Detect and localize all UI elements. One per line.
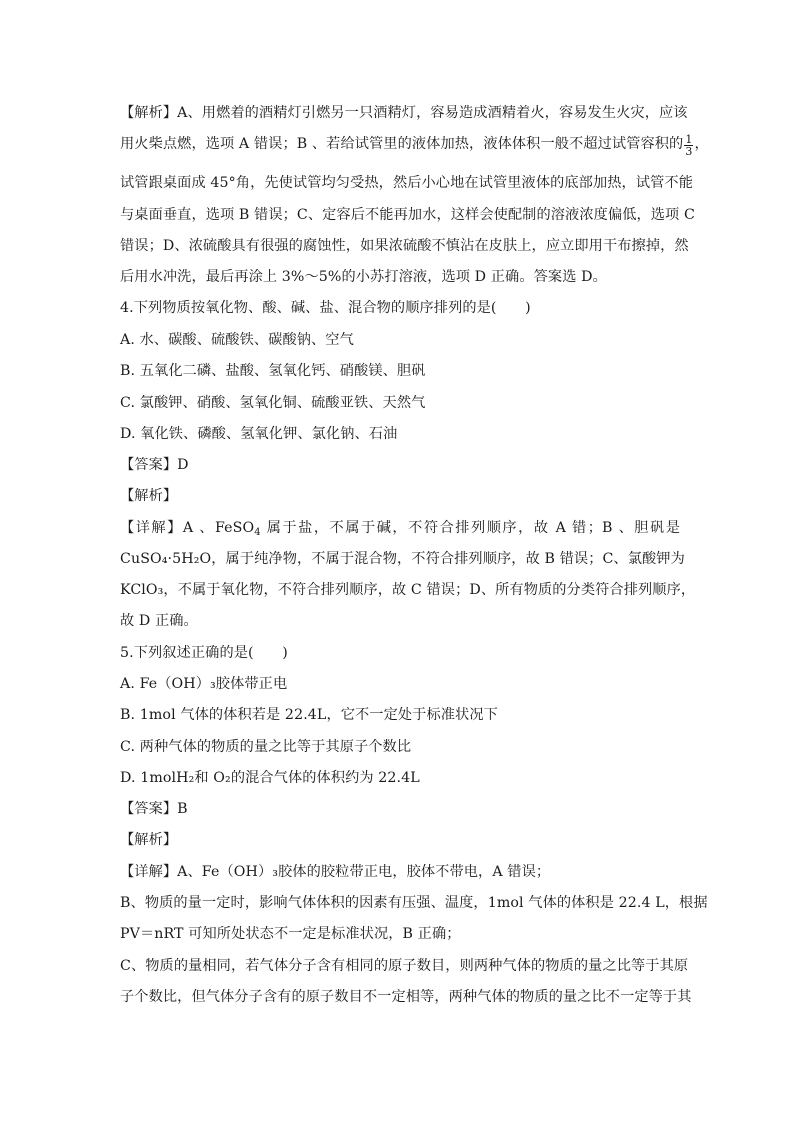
fraction-denominator: 3 — [685, 145, 693, 158]
fraction-numerator: 1 — [685, 133, 693, 146]
q4-detail-line-1 — [120, 518, 680, 538]
q4-option-d: D. 氧化铁、磷酸、氢氧化钾、氯化钠、石油 — [120, 426, 398, 442]
q3-analysis-line-3: 试管跟桌面成 45°角，先使试管均匀受热，然后小心地在试管里液体的底部加热，试管不能 — [120, 175, 693, 191]
q3-analysis-line-6: 后用水冲洗，最后再涂上 3%～5%的小苏打溶液，选项 D 正确。答案选 D。 — [120, 269, 607, 285]
q4-analysis-heading: 【解析】 — [120, 488, 178, 504]
fraction-one-third — [684, 134, 693, 157]
q4-option-b: B. 五氧化二磷、盐酸、氢氧化钙、硝酸镁、胆矾 — [120, 363, 426, 379]
q4-option-c: C. 氯酸钾、硝酸、氢氧化铜、硫酸亚铁、天然气 — [120, 395, 426, 411]
q4-answer: 【答案】D — [120, 457, 189, 473]
q5-analysis-heading: 【解析】 — [120, 832, 178, 848]
q4-detail-line-2: CuSO₄·5H₂O，属于纯净物，不属于混合物，不符合排列顺序，故 B 错误；C、氯酸钾为 — [120, 551, 685, 567]
q5-detail-line-5: 子个数比，但气体分子含有的原子数目不一定相等，两种气体的物质的量之比不一定等于其 — [120, 989, 692, 1005]
q5-option-a: A. Fe（OH）₃胶体带正电 — [120, 676, 288, 692]
q4-detail-line-3: KClO₃，不属于氧化物，不符合排列顺序，故 C 错误；D、所有物质的分类符合排列顺序， — [120, 582, 696, 598]
q5-detail-line-1: 【详解】A、Fe（OH）₃胶体的胶粒带正电，胶体不带电，A 错误； — [120, 864, 551, 880]
q5-option-b: B. 1mol 气体的体积若是 22.4L，它不一定处于标准状况下 — [120, 707, 498, 723]
q5-stem: 5.下列叙述正确的是( ) — [120, 645, 288, 661]
q3-analysis-line-2-end: ， — [694, 136, 709, 152]
q3-analysis-line-2-text: 用火柴点燃，选项 A 错误；B 、若给试管里的液体加热，液体体积一般不超过试管容积的 — [120, 136, 684, 152]
q5-detail-line-4: C、物质的量相同，若气体分子含有相同的原子数目，则两种气体的物质的量之比等于其原 — [120, 958, 689, 974]
q4-detail-line-1-start: 【详解】A 、FeSO — [120, 520, 255, 536]
q4-stem: 4.下列物质按氧化物、酸、碱、盐、混合物的顺序排列的是( ) — [120, 300, 531, 316]
q3-analysis-line-2 — [120, 133, 709, 158]
q4-detail-line-4: 故 D 正确。 — [120, 613, 198, 629]
q3-analysis-line-4: 与桌面垂直，选项 B 错误；C、定容后不能再加水，这样会使配制的溶液浓度偏低，选项 C — [120, 207, 695, 223]
q4-option-a: A. 水、碳酸、硫酸铁、碳酸钠、空气 — [120, 332, 354, 348]
q3-analysis-line-1: 【解析】A、用燃着的酒精灯引燃另一只酒精灯，容易造成酒精着火，容易发生火灾，应该 — [120, 105, 688, 121]
q5-answer: 【答案】B — [120, 801, 188, 817]
q5-detail-line-3: PV＝nRT 可知所处状态不一定是标准状况，B 正确； — [120, 926, 461, 942]
q3-analysis-line-5: 错误；D、浓硫酸具有很强的腐蚀性，如果浓硫酸不慎沾在皮肤上，应立即用干布擦掉，然 — [120, 238, 689, 254]
q5-option-c: C. 两种气体的物质的量之比等于其原子个数比 — [120, 739, 412, 755]
q5-option-d: D. 1molH₂和 O₂的混合气体的体积约为 22.4L — [120, 770, 420, 786]
subscript-4: 4 — [254, 527, 261, 538]
q4-detail-line-1-end: 属于盐，不属于碱，不符合排列顺序，故 A 错；B 、胆矾是 — [260, 520, 681, 536]
q5-detail-line-2: B、物质的量一定时，影响气体体积的因素有压强、温度，1mol 气体的体积是 22.4 L，根据 — [120, 895, 708, 911]
